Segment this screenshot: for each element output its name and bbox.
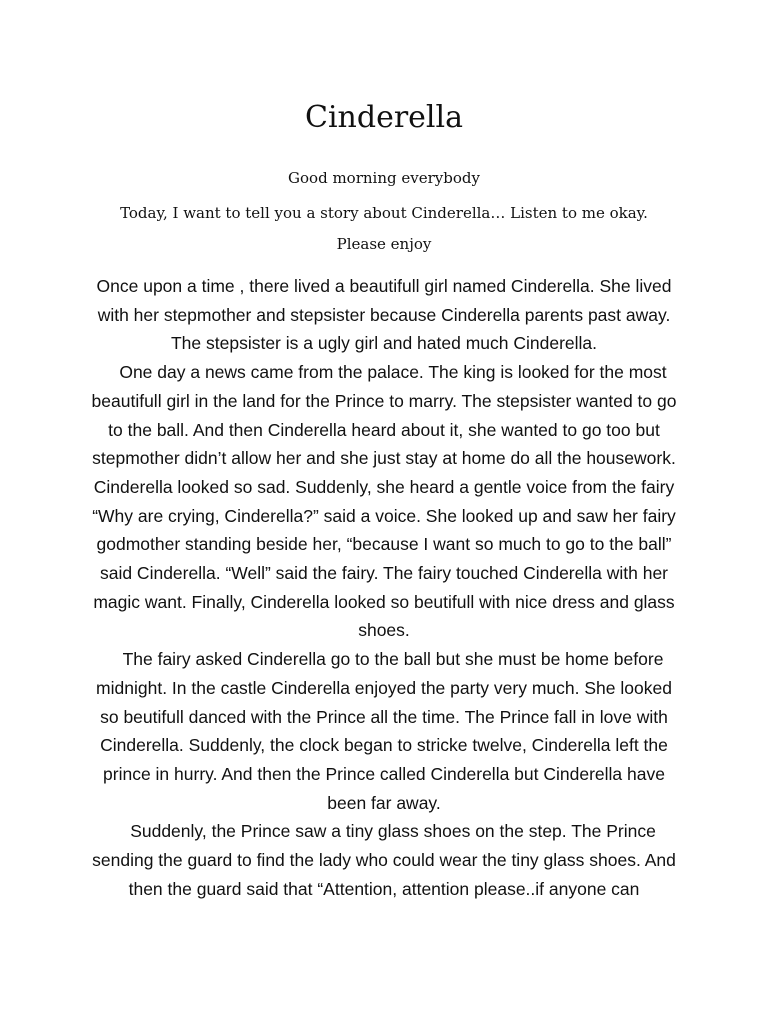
story-paragraph-text: Once upon a time , there lived a beautifull girl named Cinderella. She lived with her stepmother and stepsister because Cinderella parents past away. The stepsister is a ugly girl and hated much Cinderella. [96, 276, 672, 354]
story-paragraph-text: One day a news came from the palace. The king is looked for the most beautifull girl in the land for the Prince to marry. The stepsister wanted to go to the ball. And then Cinderella heard about it, she wanted to go too but stepmother didn’t allow her and she just stay at home do all the housework. Cinderella looked so sad. Suddenly, she heard a gentle voice from the fairy “Why are crying, Cinderella?” said a voice. She looked up and saw her fairy godmother standing beside her, “because I want so much to go to the ball” said Cinderella. “Well” said the fairy. The fairy touched Cinderella with her magic want. Finally, Cinderella looked so beutifull with nice dress and glass shoes. [91, 362, 677, 641]
story-paragraph [88, 645, 680, 817]
story-paragraph [88, 817, 680, 903]
story-paragraph [88, 358, 680, 645]
greeting-line: Good morning everybody [288, 169, 480, 187]
story-paragraph-text: Suddenly, the Prince saw a tiny glass shoes on the step. The Prince sending the guard to find the lady who could wear the tiny glass shoes. And then the guard said that “Attention, attention please..if anyone can [92, 821, 676, 899]
story-paragraph-text: The fairy asked Cinderella go to the ball but she must be home before midnight. In the castle Cinderella enjoyed the party very much. She looked so beutifull danced with the Prince all the time. The Prince fall in love with Cinderella. Suddenly, the clock began to stricke twelve, Cinderella left the prince in hurry. And then the Prince called Cinderella but Cinderella have been far away. [96, 649, 672, 813]
document-title: Cinderella [305, 100, 463, 135]
story-body [88, 272, 680, 903]
intro-line: Today, I want to tell you a story about Cinderella… Listen to me okay. Please enjoy [120, 204, 648, 253]
story-paragraph [88, 272, 680, 358]
